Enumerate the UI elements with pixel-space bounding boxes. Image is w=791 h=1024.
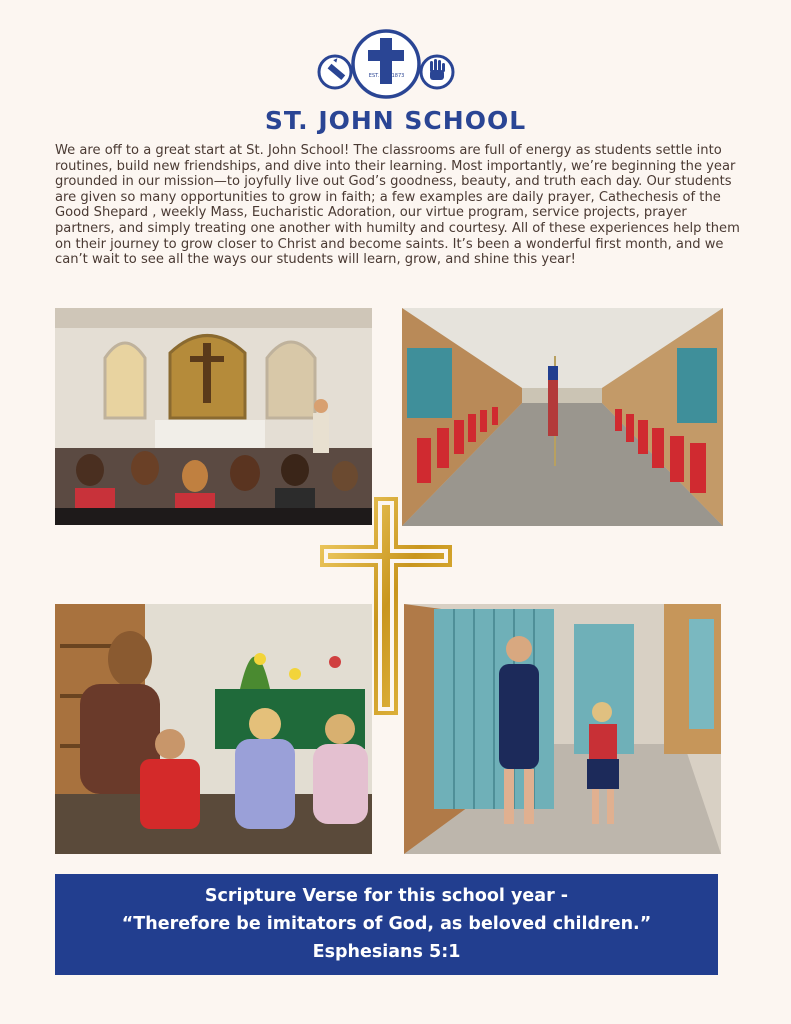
gold-cross-icon — [320, 497, 452, 715]
verse-heading: Scripture Verse for this school year - — [204, 886, 569, 906]
verse-text: “Therefore be imitators of God, as beloved children.” — [121, 914, 652, 934]
verse-reference: Esphesians 5:1 — [312, 942, 461, 962]
hallway-photo — [402, 308, 723, 526]
intro-paragraph: We are off to a great start at St. John School! The classrooms are full of energy as students settle into routines, build new friendships, and dive into their learning. Most importantly, we’re beginning the year grounded in our mission—to joyfully live out God’s goodness, beauty, and truth each day. Our students are given so many opportunities to grow in faith; a few examples are daily prayer, Cathechesis of the Good Shepard , weekly Mass, Eucharistic Adoration, our virtue program, service projects, prayer partners, and simply treating one another with humilty and courtesy. All of these experiences help them on their journey to grow closer to Christ and become saints. It’s been a wonderful first month, and we can’t wait to see all the ways our students will learn, grow, and shine this year! — [55, 143, 740, 268]
chapel-photo — [55, 308, 372, 525]
school-logo — [316, 28, 456, 100]
school-name: ST. JOHN SCHOOL — [264, 106, 527, 135]
scripture-verse-box — [55, 874, 718, 975]
logo-year-text: 1873 — [391, 73, 405, 79]
logo-est-text: EST. — [368, 73, 380, 79]
